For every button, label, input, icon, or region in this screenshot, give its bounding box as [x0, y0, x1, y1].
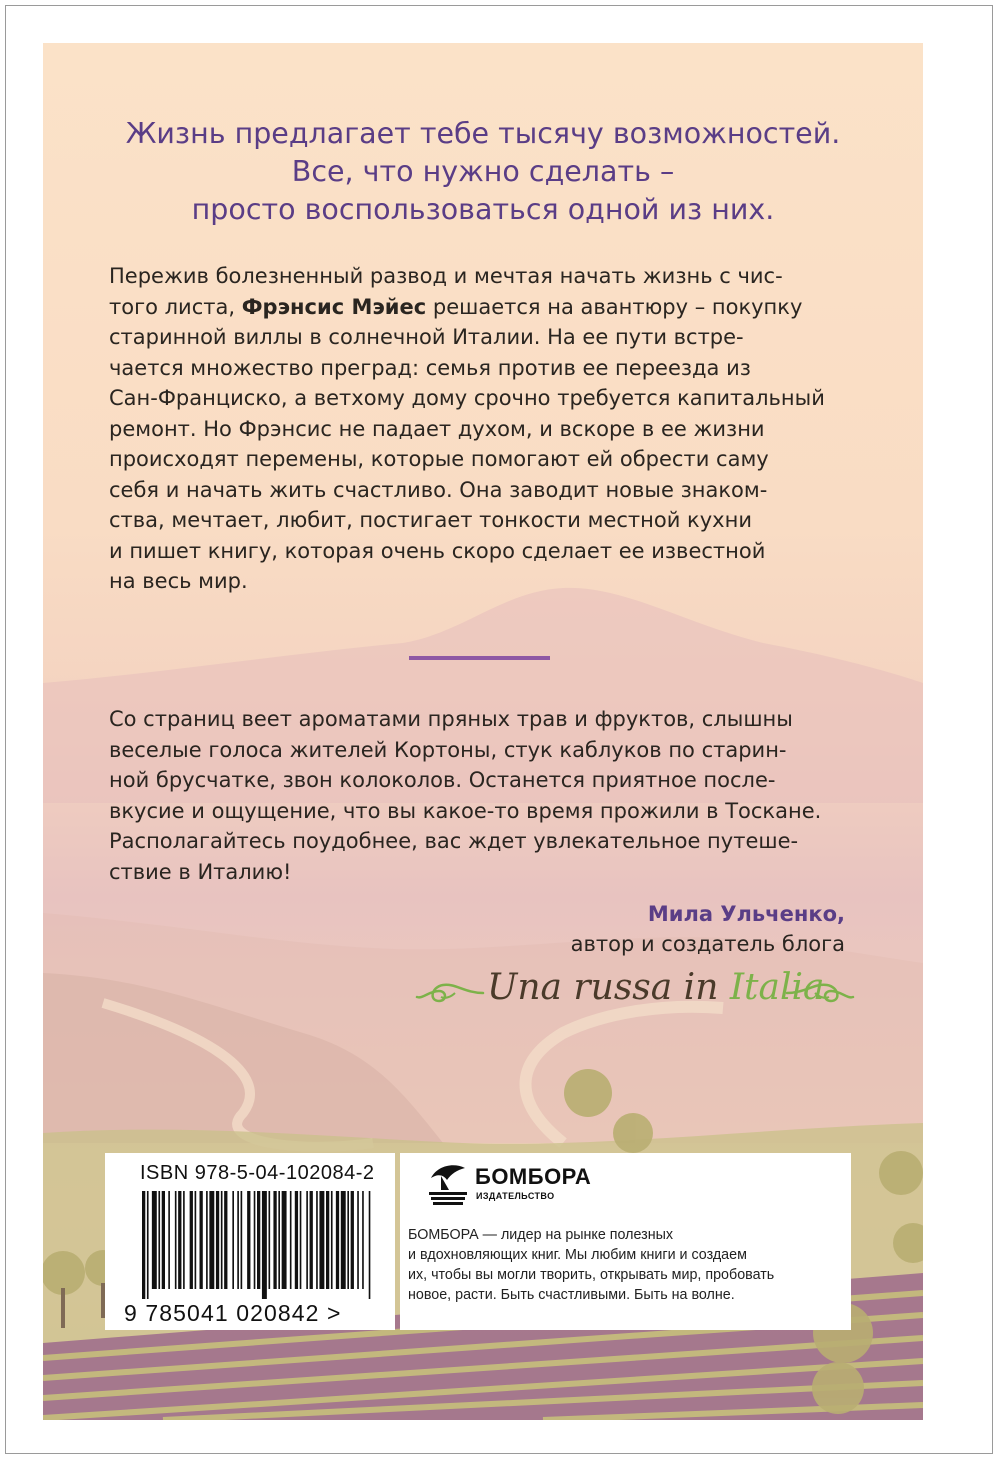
barcode-bar: [357, 1191, 359, 1289]
barcode-bar: [247, 1191, 250, 1289]
description-line: Сан-Франциско, а ветхому дому срочно требуется капитальный: [109, 386, 825, 410]
description-line: происходят перемены, которые помогают ей обрести саму: [109, 447, 769, 471]
review-line: ной брусчатке, звон колоколов. Останется приятное после-: [109, 768, 776, 792]
barcode-bar: [175, 1191, 177, 1289]
quote-line: Все, что нужно сделать –: [291, 155, 675, 188]
barcode-bar: [216, 1191, 219, 1289]
publisher-logo-name: БОМБОРА: [475, 1164, 592, 1189]
barcode-bar: [237, 1191, 239, 1289]
barcode-bar: [209, 1191, 214, 1289]
barcode-bar: [158, 1191, 160, 1289]
barcode-bar: [319, 1191, 324, 1289]
review-author-name: Мила Ульченко,: [647, 902, 845, 926]
review-author-role: автор и создатель блога: [570, 932, 845, 956]
review-line: вкусие и ощущение, что вы какое-то время прожили в Тоскане.: [109, 798, 822, 823]
publisher-text-line: новое, расти. Быть счастливыми. Быть на волне.: [408, 1287, 735, 1303]
barcode-bar: [221, 1191, 223, 1289]
barcode-bar: [262, 1191, 267, 1299]
barcode-bar: [254, 1191, 256, 1289]
barcode-bar: [190, 1191, 193, 1289]
barcode-bar: [257, 1191, 260, 1289]
review-line: Со страниц веет ароматами пряных трав и фруктов, слышны: [109, 707, 793, 731]
review-line: ствие в Италию!: [109, 859, 292, 884]
barcode-bar: [326, 1191, 329, 1289]
author-name-bold: Фрэнсис Мэйес: [241, 294, 427, 319]
barcode-bar: [162, 1191, 165, 1289]
description-line: ремонт. Но Фрэнсис не падает духом, и вскоре в ее жизни: [109, 416, 765, 441]
barcode-bar: [351, 1191, 354, 1289]
barcode-digits: 9 785041 020842 >: [124, 1300, 342, 1326]
barcode-bar: [306, 1191, 308, 1289]
quote-line: Жизнь предлагает тебе тысячу возможностей.: [125, 117, 841, 150]
barcode-bar: [147, 1191, 149, 1299]
barcode-bar: [331, 1191, 333, 1289]
barcode-bar: [183, 1191, 185, 1289]
barcode-image: [142, 1191, 372, 1299]
barcode-bar: [152, 1191, 157, 1289]
barcode-bar: [168, 1191, 170, 1289]
barcode-bar: [232, 1191, 234, 1289]
barcode-bar: [300, 1191, 302, 1289]
blog-signature: [415, 963, 855, 1019]
description-line: старинной виллы в солнечной Италии. На ее пути встре-: [109, 325, 744, 349]
description-line: и пишет книгу, которая очень скоро сделает ее известной: [109, 538, 766, 563]
barcode-bar: [273, 1191, 276, 1289]
barcode-bar: [195, 1191, 197, 1289]
barcode-bar: [269, 1191, 271, 1289]
barcode-bar: [290, 1191, 292, 1289]
description-line: ства, мечтает, любит, постигает тонкости местной кухни: [109, 508, 752, 532]
section-divider: [409, 656, 550, 660]
publisher-text-line: их, чтобы вы могли творить, открывать мир, пробовать: [408, 1267, 775, 1283]
description-line: чается множество преград: семья против ее переезда из: [109, 355, 751, 380]
barcode-bar: [336, 1191, 339, 1289]
book-description: [109, 261, 849, 597]
barcode-bar: [278, 1191, 280, 1289]
review-line: Располагайтесь поудобнее, вас ждет увлекательное путеше-: [109, 829, 799, 853]
barcode-bar: [178, 1191, 181, 1289]
left-flourish-icon: [415, 979, 485, 1007]
barcode-bar: [206, 1191, 208, 1289]
barcode-bar: [282, 1191, 287, 1289]
barcode-bar: [310, 1191, 313, 1289]
barcode-bar: [224, 1191, 227, 1289]
publisher-text-line: БОМБОРА — лидер на рынке полезных: [408, 1227, 674, 1243]
publisher-logo-subtitle: ИЗДАТЕЛЬСТВО: [476, 1191, 555, 1201]
publisher-text-line: и вдохновляющих книг. Мы любим книги и создаем: [408, 1247, 747, 1263]
barcode-bar: [347, 1191, 349, 1289]
description-line: себя и начать жить счастливо. Она заводит новые знаком-: [109, 477, 768, 502]
description-line: того листа, Фрэнсис Мэйес решается на авантюру – покупку: [109, 294, 803, 319]
barcode-bar: [200, 1191, 203, 1289]
barcode-bar: [142, 1191, 145, 1299]
isbn-label: ISBN 978-5-04-102084-2: [140, 1162, 375, 1184]
barcode-bar: [362, 1191, 364, 1289]
barcode-bar: [241, 1191, 243, 1289]
quote-line: просто воспользоваться одной из них.: [191, 193, 775, 226]
barcode-bar: [369, 1191, 371, 1299]
blog-name: Una russa in Italia: [487, 967, 825, 1008]
epigraph-quote: [43, 115, 923, 229]
barcode-bar: [316, 1191, 318, 1289]
right-flourish-icon: [785, 979, 855, 1007]
description-line: Пережив болезненный развод и мечтая начать жизнь с чис-: [109, 264, 783, 288]
bombora-logo-icon: [427, 1160, 469, 1208]
description-line: на весь мир.: [109, 569, 248, 593]
barcode-bar: [295, 1191, 298, 1289]
barcode-bar: [341, 1191, 346, 1289]
review-line: веселые голоса жителей Кортоны, стук каблуков по старин-: [109, 737, 787, 762]
review-text: [109, 704, 849, 887]
publisher-description: [408, 1225, 838, 1305]
